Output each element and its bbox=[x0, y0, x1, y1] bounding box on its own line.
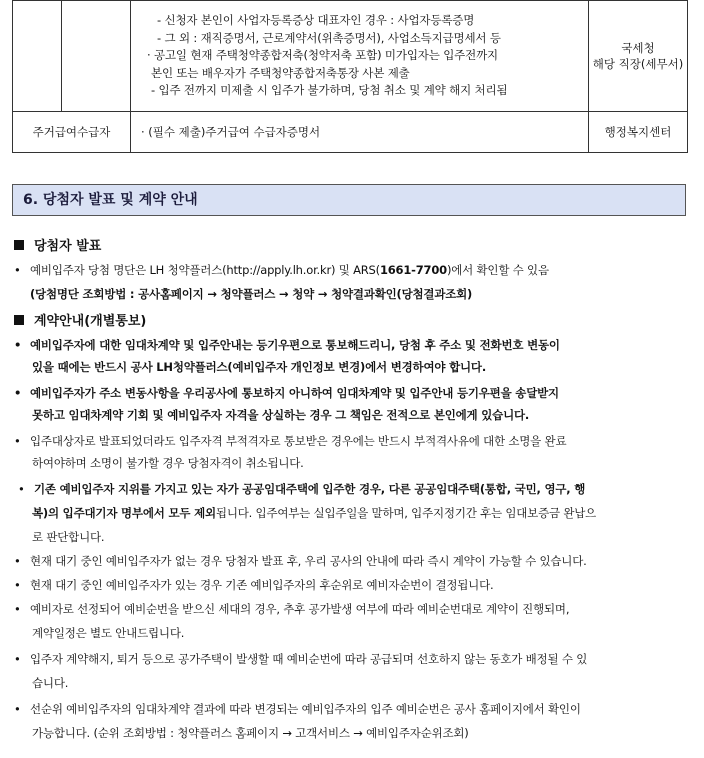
bullet-icon: • bbox=[14, 578, 21, 592]
contract-paragraph-9: • 선순위 예비입주자의 임대차계약 결과에 따라 변경되는 예비입주자의 입주 예비순번은 공사 홈페이지에서 확인이 bbox=[14, 702, 581, 716]
contract-paragraph-2-cont: 못하고 임대차계약 기회 및 예비입주자 자격을 상실하는 경우 그 책임은 전적으로 본인에게 있습니다. bbox=[32, 408, 530, 422]
bullet-icon: • bbox=[14, 602, 21, 616]
bullet-icon: • bbox=[14, 554, 21, 568]
section-title: 6. 당첨자 발표 및 계약 안내 bbox=[12, 184, 686, 216]
doc-line: - 그 외 : 재직증명서, 근로계약서(위촉증명서), 사업소득지급명세서 등 bbox=[157, 30, 501, 45]
contract-paragraph-5: • 현재 대기 중인 예비입주자가 없는 경우 당첨자 발표 후, 우리 공사의 안내에 따라 즉시 계약이 가능할 수 있습니다. bbox=[14, 554, 587, 568]
bullet-icon: • bbox=[18, 482, 25, 496]
required-documents-table bbox=[12, 0, 688, 153]
contract-paragraph-1-cont: 있을 때에는 반드시 공사 LH청약플러스(예비입주자 개인정보 변경)에서 변경하여야 합니다. bbox=[32, 360, 486, 374]
doc-line: - 입주 전까지 미제출 시 입주가 불가하며, 당첨 취소 및 계약 해지 처리됨 bbox=[151, 83, 508, 98]
subheading-text: 당첨자 발표 bbox=[34, 239, 102, 254]
contract-paragraph-7-cont: 계약일정은 별도 안내드립니다. bbox=[32, 626, 185, 640]
contract-paragraph-4-cont: 로 판단합니다. bbox=[32, 530, 105, 544]
square-bullet-icon bbox=[14, 315, 24, 325]
bullet-icon: • bbox=[14, 263, 21, 277]
bullet-icon: • bbox=[14, 702, 21, 716]
issuer-line: 해당 직장(세무서) bbox=[592, 57, 684, 71]
issuer-cell bbox=[589, 1, 688, 112]
subheading-announce bbox=[14, 235, 101, 254]
doc-line: 본인 또는 배우자가 주택청약종합저축통장 사본 제출 bbox=[151, 65, 410, 80]
table-row bbox=[13, 112, 688, 153]
bullet-icon: • bbox=[14, 652, 21, 666]
table-cell-empty bbox=[62, 1, 131, 112]
recipient-cell: 주거급여수급자 bbox=[13, 112, 131, 153]
document-list-cell bbox=[131, 1, 589, 112]
doc-line: · 공고일 현재 주택청약종합저축(청약저축 포함) 미가입자는 입주전까지 bbox=[147, 48, 499, 63]
contract-paragraph-3-cont: 하여야하며 소명이 불가할 경우 당첨자격이 취소됩니다. bbox=[32, 456, 304, 470]
table-cell-empty bbox=[13, 1, 62, 112]
square-bullet-icon bbox=[14, 240, 24, 250]
contract-paragraph-1: • 예비입주자에 대한 임대차계약 및 입주안내는 등기우편으로 통보해드리니, 당첨 후 주소 및 전화번호 변동이 bbox=[14, 338, 560, 352]
contract-paragraph-4-cont: 복)의 입주대기자 명부에서 모두 제외됩니다. 입주여부는 실입주일을 말하며, 입주지정기간 후는 임대보증금 완납으 bbox=[32, 506, 597, 520]
issuer-cell: 행정복지센터 bbox=[589, 112, 688, 153]
bullet-icon: • bbox=[14, 386, 22, 400]
contract-paragraph-7: • 예비자로 선정되어 예비순번을 받으신 세대의 경우, 추후 공가발생 여부에 따라 예비순번대로 계약이 진행되며, bbox=[14, 602, 570, 616]
contract-paragraph-8-cont: 습니다. bbox=[32, 676, 69, 690]
contract-paragraph-6: • 현재 대기 중인 예비입주자가 있는 경우 기존 예비입주자의 후순위로 예비자순번이 결정됩니다. bbox=[14, 578, 494, 592]
contract-paragraph-8: • 입주자 계약해지, 퇴거 등으로 공가주택이 발생할 때 예비순번에 따라 공급되며 선호하지 않는 동호가 배정될 수 있 bbox=[14, 652, 588, 666]
bullet-icon: • bbox=[14, 338, 22, 352]
bullet-icon: • bbox=[14, 434, 21, 448]
subheading-text: 계약안내(개별통보) bbox=[34, 314, 147, 329]
document-cell: · (필수 제출)주거급여 수급자증명서 bbox=[131, 112, 589, 153]
contract-paragraph-9-cont: 가능합니다. (순위 조회방법 : 청약플러스 홈페이지 → 고객서비스 → 예비입주자순위조회) bbox=[32, 726, 469, 740]
issuer-line: 국세청 bbox=[621, 41, 655, 55]
doc-line: - 신청자 본인이 사업자등록증상 대표자인 경우 : 사업자등록증명 bbox=[157, 13, 475, 28]
contract-paragraph-3: • 입주대상자로 발표되었더라도 입주자격 부적격자로 통보받은 경우에는 반드시 부적격사유에 대한 소명을 완료 bbox=[14, 434, 567, 448]
table-row bbox=[13, 1, 688, 112]
contract-paragraph-2: • 예비입주자가 주소 변동사항을 우리공사에 통보하지 아니하여 임대차계약 및 입주안내 등기우편을 송달받지 bbox=[14, 386, 559, 400]
announce-line-1: • 예비입주자 당첨 명단은 LH 청약플러스(http://apply.lh.or.kr) 및 ARS(1661-7700)에서 확인할 수 있음 bbox=[14, 263, 549, 277]
contract-paragraph-4: • 기존 예비입주자 지위를 가지고 있는 자가 공공임대주택에 입주한 경우, 다른 공공임대주택(통합, 국민, 영구, 행 bbox=[14, 481, 694, 497]
subheading-contract bbox=[14, 310, 146, 329]
announce-line-2: (당첨명단 조회방법 : 공사홈페이지 → 청약플러스 → 청약 → 청약결과확인(당첨결과조회) bbox=[30, 287, 473, 301]
